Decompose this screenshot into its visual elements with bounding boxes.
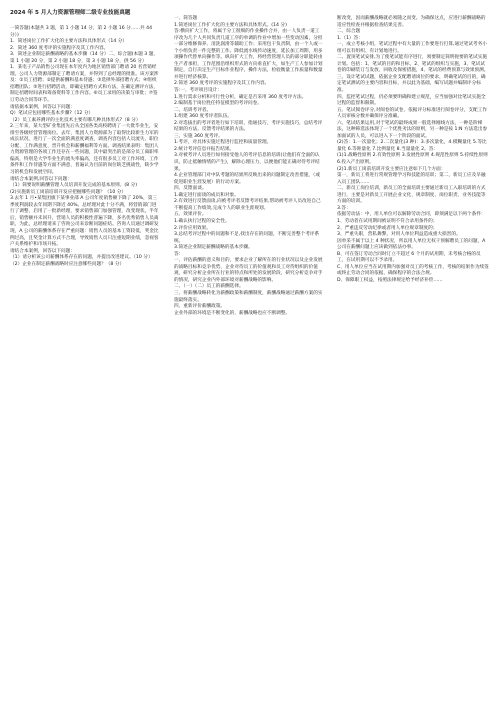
page-title: 2024 年 5 月人力资源管理师二级专业技能真题 bbox=[10, 10, 131, 16]
paragraph: 三、设计笔试试题，依据企业支配聘请岗位的要求，明确笔试的目的，确定笔试测试的主要内容和目标，并以此为基础，编写试题并编制评分标准。 bbox=[337, 74, 486, 94]
paragraph: （2）企业在制定薪酬战略时应注意哪些问题？（8 分） bbox=[10, 261, 125, 267]
paragraph: D、保障职工权益，按照法律规定给予经济补偿…… bbox=[337, 277, 443, 283]
column-right bbox=[337, 16, 489, 284]
paragraph: 1.确定进行面谈的成员和对象。 bbox=[174, 192, 239, 198]
paragraph: （1）请分析该公司薪酬体系存在的问题，并提出改进建议。（10 分） bbox=[10, 255, 153, 261]
paragraph: 1.简述岗位工作扩大化的主要方法和具体形式。(14 分) bbox=[174, 22, 287, 28]
paragraph: 断改变，因而薪酬战略就必须随之而变。为确保这点，应进行薪酬战略的适应性检查并根据检查结果完善。 bbox=[337, 16, 486, 28]
paragraph: 1.（1）答： bbox=[337, 35, 363, 41]
paragraph: Q）笔试应包括哪些基本步骤?（12 分） bbox=[10, 111, 94, 117]
paragraph: (1)1.战略性原则 2.有效性原则 3.发展性原则 4.规范性原则 5.持续性原则 6.投入产出原则。 bbox=[337, 153, 488, 166]
paragraph: 3.总结考评过程中的问题和不足,找出存在的问题，不断完善整个考评系统。 bbox=[174, 232, 320, 244]
paragraph: 2.编制基于岗位胜任特征模型的考评问卷。 bbox=[174, 101, 262, 107]
paragraph: 五、效果评价。 bbox=[174, 212, 207, 218]
paragraph: 六、笔试结果运用,对于笔试的最终成果一般选择刚线方法，一种是阶梯法，这种筛选法体现了一个优胜劣汰的原则，另一种是按 1:N 方法选出参加面试的人员，可以进入下一个阶段的面试。 bbox=[337, 120, 488, 139]
paragraph: （1）简要说明薪酬管理人员培训开发完成的基本原则。(8 分) bbox=[10, 183, 138, 189]
paragraph: 2.简述 360 度考评的实施程序及其工作内容。 bbox=[174, 81, 270, 87]
paragraph: 四、监控笔试过程，仍必须要明确和建立规范，应当加强对比笔试实施全过程的监督和限制。 bbox=[337, 94, 486, 107]
paragraph: 3.去年 1 月•某集团旗下某事业部 A 公司年度销售额下降了 20%，第三季度利润较去年同期下降近 40%。总经理对此十分不满，将营销部门进行了调整，启用了一批新经理，要求销售部门加强管理，改变现状。半年后，销售额并未回升，营销人员的积极性普遍下降，多名优秀销售人员离职，为此，总经理请来了咨询公司来诊断问题症结。咨询人员通过调研发现，A 公司的薪酬体系存在严重问题：销售人员的基本工资较低，奖金比例过高，且奖金计算方式不合理，导致销售人员只注重短期业绩，忽视客户关系维护和市场开拓。 bbox=[10, 196, 159, 248]
paragraph: 一、简答题 bbox=[174, 16, 198, 21]
paragraph: 二、综合题 bbox=[337, 29, 361, 35]
paragraph: 二、置顶笔试安排,为了使笔试能有序进行，须要制定简明扼要的笔试实施计划。包括：1、笔试的目的和目标，2、笔试的组织与实施，3、笔试试卷的印刷装订与发放、回收及保密措施，4、笔试的经费预算与效果预测。 bbox=[337, 55, 489, 74]
paragraph: 2.有效进行反馈面谈,向被考评者反馈考评结果,帮助被考评人员改进自己不断提高工作绩效,完成个人的职业生涯规划。 bbox=[174, 199, 321, 211]
paragraph: 1．某电子产品销售公司现在本年度内为地区销售部门聘请 20 名营销经理。公司人力资源部制定了聘请方案，并得到了总经理的批准。该方案涉及：①员工招聘；②提供薪酬和基本待遇；③选择外部招聘方式；④组织招聘团队；⑤进行招聘活动，即确定招聘方式和方法，在确定测评方法，制定招聘时间表和筹备资料等工作内容。⑥员工录用的决策与审批；⑦签订劳动合同等环节。 bbox=[10, 65, 159, 104]
paragraph: 3.对被考评人员进行如何接受他人的考评信息的培训(让他们有全面的认识，防止抵触情绪的产生)，解除心理压力，以便他们能正确对待考评结果。 bbox=[174, 153, 320, 172]
paragraph: 请结合本案例，回答以下问题： bbox=[10, 248, 75, 254]
paragraph: 答:横向扩大工作，将属于分工很细的作业操作合并，由一人负责一道工序改为几个人共同负责几道工序的单调的作业中增加一些变动因素，分担一部分维修保养、清洗润滑等辅助工作；采用包干负责制，由一个人或一个小组负责一件完整的工作。降低流水线传动速度，延长加工周期，用多项操作代替单向操作等。纵向扩大工作，将经营管理人员的部分职能转由生产者承担，工作范围沿组织形式的方向垂直扩大，如生产工人参加计划制定，自行决定生产目标作业程序，操作方法，检验衡量工作质量和数量并进行经济核算。 bbox=[174, 29, 323, 80]
paragraph: 二、（一）（二）员工的薪酬选择。 bbox=[174, 284, 244, 290]
column-middle bbox=[174, 16, 324, 317]
paragraph: 依据劳动法：中，用人单位可以解除劳动合同，即须满足以下两个条件： bbox=[337, 212, 486, 218]
paragraph: 1.进行需求分析和可行性分析，确定是否采用 360 度考评方法。 bbox=[174, 94, 307, 100]
paragraph: 1.考评，对具体实施过程进行监控和质量管理。 bbox=[174, 140, 272, 146]
paragraph: 答:一、考评项目设计： bbox=[174, 88, 222, 94]
paragraph: 五、笔试阅卷评分,对阅卷的试卷，依据评分标准进行阅卷评分，支配工作人员审核分数并确保评分准确。 bbox=[337, 107, 487, 120]
paragraph: 2.三年来，某大型矿业集团先后从全国各类高校聘请了一大批毕业生，安排至各级经营管理岗位。去年，集团人力资源部为了取得比较新生力军的成长状况，进行了一次全面的满意度调查，调查内容包括人员流失、职位分配、工作满意度、晋升机会和薪酬福利等方面。调查结果表明：集团人力资源管理的各项工作还存在一些问题，其中最突出的是部分员工离职率偏高，特别是大学毕业生的流失率偏高，还有很多员工对工作环境、工作条件和工作待遇等方面不满意，普遍认为目前的岗位缺乏挑战性，缺少学习的机会和发展空间。 bbox=[10, 124, 159, 176]
paragraph: (2)答：1.一次量化；2.二次量化(3 种)：3.多次量化，4.模糊量化 5.等比量化 6.等距量化 7.比例量化 8.当量量化 2。答： bbox=[337, 140, 487, 152]
paragraph: 1.确认执行过程的安全性。 bbox=[174, 218, 230, 224]
paragraph: 四、重新评价薪酬政策。 bbox=[174, 304, 226, 310]
paragraph: 因单采不属于以上 4 种状况，所以用人单位无权干预解聘员工的问题，A 公司在薪酬问题上应该做到依法办事。 bbox=[337, 238, 486, 251]
paragraph: C、用人单位应当在试用期内加强对员工的考核工作，考核的结果作为续签或终止劳动合同的依据，确保程序的合法合规。 bbox=[337, 264, 489, 277]
paragraph: 3、严重失职，营私舞弊，对用人单位利益造成重大损害的。 bbox=[337, 232, 461, 238]
paragraph: 2、严重违反劳动纪律或者用人单位规章制度的； bbox=[337, 225, 438, 231]
paragraph: 1、劳动者在试用期间被证明不符合录用条件的； bbox=[337, 218, 438, 224]
paragraph: 2.对选拔出的考评者进行如下培训，指通技巧，考评实施技巧，总结考评结果的方法，反馈考评结果的方法。 bbox=[174, 120, 323, 133]
paragraph: 三、将薪酬战略转化为薪酬政策和薪酬制度，薪酬战略通过薪酬方案的实施最终落实。 bbox=[174, 290, 323, 303]
paragraph: 答: bbox=[174, 251, 181, 257]
paragraph: 请依据本案例，回答以下问题： bbox=[10, 104, 75, 110]
paragraph: 二、培训考评者。 bbox=[174, 107, 212, 113]
paragraph: 三、实施 360 度考评。 bbox=[174, 133, 223, 139]
paragraph: 2.统计考评信息并报告结果。 bbox=[174, 146, 235, 152]
paragraph: 3.答： bbox=[337, 205, 351, 211]
paragraph: 一、评估薪酬的意义和目的，要求企业了解所在的行业状况以及企业发展的战略目标和竞争优势，企业对待员工的价值观和员工对待组织的价值观，研究分析企业所在行业的特点和所处的发展阶段，研究分析竞争对手的情况，研究企业内外部环境对薪酬战略的影响。 bbox=[174, 258, 323, 283]
paragraph: 二、新员工岗位培训，新员工的全面培训主要通过新员工入职培训的方式进行，主要是对新员工开展企业文化、规章制度、岗位职责、业务技能等方面的培训。 bbox=[337, 186, 486, 205]
paragraph: 3.简述企业制定薪酬战略的基本步骤。 bbox=[174, 245, 253, 251]
paragraph: 企业外部的环境是不断变化的，薪酬战略也应不断调整。 bbox=[174, 310, 291, 316]
paragraph: 一、成立考核小组，笔试过程中有大量的工作要进行打算,通过笔试考务小组可以有组织、有计划地进行。 bbox=[337, 42, 487, 54]
paragraph: 3．简述企业制定薪酬战略的基本步骤（14 分）二、综合题(本题 3 题，第 1 小题 20 分，第 2 小题 18 分，第 3 小题 18 分，供 56 分） bbox=[10, 52, 158, 64]
paragraph: 请结合本案例,回答以下问题： bbox=[10, 176, 72, 182]
paragraph: 2.评价应用效果。 bbox=[174, 225, 211, 231]
paragraph: 2．简述 360 度考评的实施程序及其工作内容。 bbox=[10, 45, 109, 51]
column-left bbox=[10, 26, 160, 268]
paragraph: (2)实施新员工岗前培训开发应把握哪些问题？（10 分） bbox=[10, 189, 127, 195]
paragraph: 一简答题(本题共 3 题，第 1 小题 14 分，第 2 小题 16 分……共 44 分）) bbox=[10, 26, 153, 38]
paragraph: 四、反馈面谈。 bbox=[174, 186, 207, 192]
paragraph: 第一，新员工将进行常规管理学习和技能的培训；第二，新员工应及早融入员工团队…… bbox=[337, 173, 486, 185]
paragraph: （2）员工素养测评的主化技术主要有哪几种具体形式?（8 分） bbox=[10, 117, 141, 123]
paragraph: B、可在签订劳动合同时订立不超过 6 个月的试用期，未考核合格的员工，在试用期可以不予录用。 bbox=[337, 251, 481, 264]
paragraph: 1．简述岗位工作扩大化的主要方法和具体形式（14 分） bbox=[10, 39, 128, 45]
paragraph: 1.组建 360 度考评者队伍。 bbox=[174, 114, 233, 120]
paragraph: (2)1.新员工岗前培训开发主要应注意如下几个方面： bbox=[337, 166, 446, 172]
paragraph: 4.企业管理部门对中队考题的结果所反映出来的问题制定改善措施，（或促进职业生涯发展）的行动方案。 bbox=[174, 173, 320, 185]
